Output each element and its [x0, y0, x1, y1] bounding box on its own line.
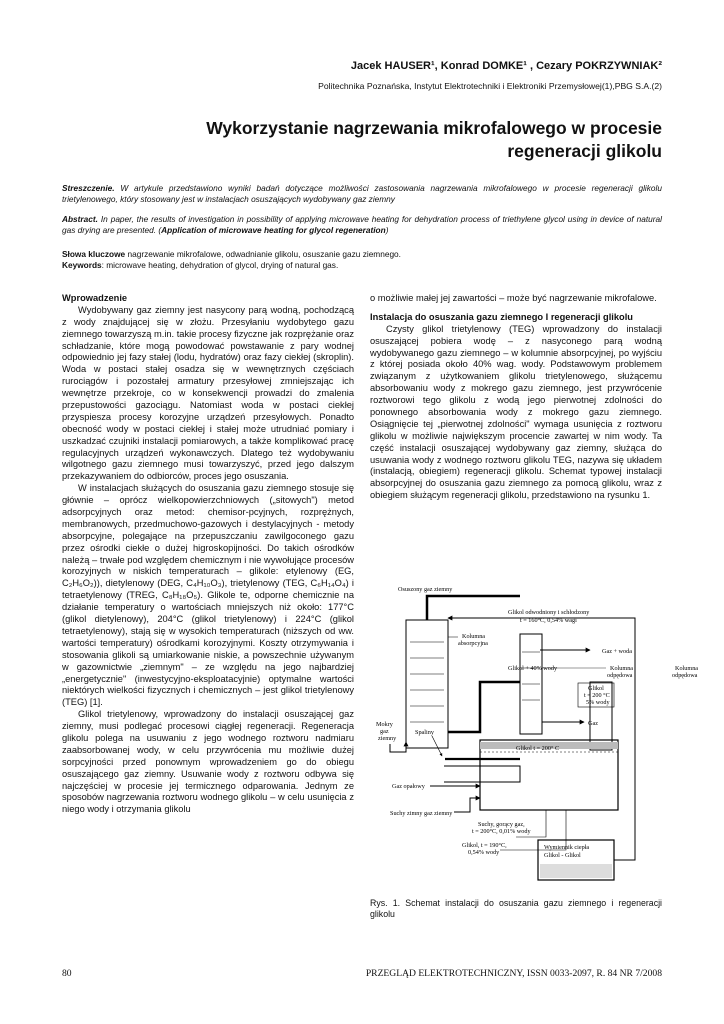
title-line-2: regeneracji glikolu [507, 141, 662, 162]
figure-caption: Rys. 1. Schemat instalacji do osuszania gazu ziemnego i regeneracji glikolu [370, 898, 662, 920]
title-line-1: Wykorzystanie nagrzewania mikrofalowego w procesie [206, 118, 662, 138]
affiliation: Politechnika Poznańska, Instytut Elektrotechniki i Elektroniki Przemysłowej(1),PBG S.A.(2) [318, 81, 662, 91]
label-gas-water: Gaz + woda [602, 648, 632, 655]
schematic-figure [370, 582, 699, 890]
label-stripper-2: odpędowa [672, 672, 698, 679]
page-number: 80 [62, 968, 72, 979]
keywords-pl-label: Słowa kluczowe [62, 249, 126, 259]
left-column [62, 293, 354, 816]
section-heading-installation: Instalacja do osuszania gazu ziemnego I regeneracji glikolu [370, 311, 633, 322]
paragraph: Glikol trietylenowy, wprowadzony do instalacji osuszającej gaz ziemny, musi podlegać procesowi ciągłej regeneracji. Regeneracja glikolu polega na usuwaniu z jego wodnego roztworu nadmiaru zaabsorbowanej wody, w celu przywrócenia mu możliwie dużej sorpcyjności przed ponownym wprowadzeniem go do obiegu osuszającego gaz ziemny. Usuwanie wody z roztworu odbywa się najczęściej w procesie jej termicznego odparowania. Jednym ze sposobów nagrzewania roztworu wodnego glikolu – w celu usunięcia z niego wody i otrzymania glikolu [62, 709, 354, 815]
journal-info: PRZEGLĄD ELEKTROTECHNICZNY, ISSN 0033-2097, R. 84 NR 7/2008 [365, 968, 662, 979]
label-wet-1: Mokry [376, 721, 393, 728]
paragraph: Czysty glikol trietylenowy (TEG) wprowadzony do instalacji osuszającej pobiera wodę – z nasyconego parą wodną wydobywanego gazu ziemnego – w kolumnie absorpcyjnej, po wyjściu z której posiada około 40% wag. wody. Podstawowym problemem związanym z użytkowaniem glikolu trietylenowego, służącemu absorbowaniu wody z mokrego gazu ziemnego, jest przywrócenie roztworowi tego glikolu z wodą jego pierwotnej zdolności do ponownego absorbowania wody z mokrego gazu ziemnego. Osiągnięcie tej „pierwotnej zdolności" wymaga usunięcia z roztworu glikolu w możliwie największym procencie zawartej w nim wody. Ta część instalacji osuszającej wydobywany gaz ziemny, służąca do usuwania wody z wodnego roztworu glikolu TEG, nazywa się układem (instalacją, obiegiem) regeneracji glikolu. Schemat typowej instalacji absorpcyjnej do osuszania gazu ziemnego za pomocą glikolu, wraz z obiegiem służącym regeneracji glikolu, przedstawiono na rysunku 1. [370, 323, 662, 501]
paragraph: Wydobywany gaz ziemny jest nasycony parą wodną, pochodzącą z wody znajdującej się w złożu. Przesyłaniu wydobytego gazu ziemnego towarzyszą m.in. takie procesy fizyczne jak rozprężanie oraz schładzanie, które mogą powodować powstawanie z pary wodnej odpowiednio jej fazy stałej (lodu, hydratów) oraz fazy ciekłej (skroplin). Woda w postaci stałej osadza się w wewnętrznych częściach rurociągów i pozostałej armatury przesyłowej zmniejszając ich wewnętrze przekroje, co w konsekwencji prowadzi do zmalenia przepustowości gazociągu. Natomiast woda w postaci ciekłej przyspiesza procesy korozyjne urządzeń przesyłowych. Ponadto obecność wody w postaci ciekłej i stałej może utrudniać pomiary i uszkadzać czujniki instalacji pomiarowych, a także komplikować pracę regulacyjnych urządzeń wykonawczych. Dlatego też wydobywaniu wilgotnego gazu ziemnego musi towarzyszyć, przed jego dalszym przekazywaniem do odbiorców, proces jego osuszania. [62, 304, 354, 482]
label-glycol-190-1: Glikol, t = 190°C, [462, 842, 507, 849]
label-hot-gas-1: Suchy, gorący gaz, [478, 821, 525, 828]
label-fuel-gas: Gaz opałowy [392, 783, 425, 790]
label-absorber-1: Kolumna [462, 633, 486, 640]
right-column [370, 293, 662, 502]
abstract-en-text: In paper, the results of investigation in possibility of applying microwave heating for dehydration process of triethylene glycol using in device of natural gas drying are presented. ( [62, 214, 662, 236]
fire-tube [444, 766, 520, 782]
keywords-pl [62, 249, 662, 260]
paragraph-continued: o możliwie małej jej zawartości – może być nagrzewanie mikrofalowe. [370, 293, 657, 303]
label-heat-exchanger-2: Glikol - Glikol [544, 852, 581, 859]
label-still-2: odpędowa [607, 672, 633, 679]
label-still-1: Kolumna [610, 665, 634, 672]
keywords-pl-text: nagrzewanie mikrofalowe, odwadnianie glikolu, osuszanie gazu ziemnego. [127, 249, 401, 259]
label-wet-3: ziemny [378, 735, 397, 742]
label-stripper-1: Kolumna [675, 665, 699, 672]
label-wet-2: gaz [380, 728, 389, 735]
abstract-pl-text: W artykule przedstawiono wyniki badań dotyczące możliwości zastosowania nagrzewania mikrofalowego w procesie regeneracji glikolu trietylenowego, który stosowany jest w instalacjach osuszających wydobywany gaz ziemny [62, 183, 662, 205]
abstract-pl [62, 183, 662, 205]
abstract-en-label: Abstract. [62, 214, 98, 224]
authors: Jacek HAUSER¹, Konrad DOMKE¹ , Cezary POKRZYWNIAK² [350, 60, 662, 72]
label-reboiler-1: Glikol [588, 685, 604, 692]
abstract-en-title: Application of microwave heating for glycol regeneration [161, 225, 386, 236]
label-flue: Spaliny [415, 729, 434, 736]
label-glycol-190-2: 0,54% wody [468, 849, 500, 856]
keywords-en-text: : microwave heating, dehydration of glycol, drying of natural gas. [101, 260, 339, 271]
label-heat-exchanger-1: Wymiennik ciepła [544, 844, 590, 851]
paper-title [142, 117, 662, 163]
paragraph: W instalacjach służących do osuszania gazu ziemnego stosuje się głównie – oprócz wielkopowierzchniowych („sitowych") metod adsorpcyjnych oraz metod: chemisor-pcyjnych, rozprężnych, membranowych, przedmuchowo-gazowych i destylacyjnych - metody absorpcyjne, polegające na przepuszczaniu zawilgoconego gazu przez ośrodki ciekłe o dużej higroskopijności. Do takich ośrodków należą – trwałe pod względem chemicznym i nie wywołujące procesów korozyjnych w niskich temperaturach – glikole: etylenowy (EG, C₂H₆O₂)), dietylenowy (DEG, C₄H₁₀O₃), trietylenowy (TEG, C₆H₁₄O₄) i tetraetylenowy (TREG, C₈H₁₈O₅). Glikole te, odporne chemicznie na działanie temperatury o wartościach mniejszych niż około: 177°C (glikol dietylenowy), 204°C (glikol trietylenowy) i 224°C (glikol tetraetylenowy), stają się w wysokich temperaturach (niższych od ww. wartości temperatury) ośrodkami korozyjnymi. Koszty otrzymywania i stosowania glikoli są umiarkowanie niskie, a powszechnie używanym w gazownictwie „ziemnym" – ze względu na jego najbardziej „energetycznie" (inwestycyjno-eksploatacyjnie) optymalne wartości niektórych wielkości fizycznych i chemicznych – jest glikol trietylenowy (TEG) [1]. [62, 483, 354, 708]
wet-gas-line [390, 742, 406, 752]
keywords [62, 249, 662, 271]
keywords-en [62, 260, 662, 271]
label-rich-glycol: Glikol + 40% wody [508, 665, 558, 672]
label-dry-gas: Osuszony gaz ziemny [398, 586, 453, 593]
section-heading-intro: Wprowadzenie [62, 293, 128, 303]
abstract-en [62, 214, 662, 236]
label-glycol-200: Glikol t = 200° C [516, 745, 560, 752]
label-hot-gas-2: t = 200°C, 0,01% wody [472, 828, 531, 835]
label-reboiler-2: t = 200 °C [584, 692, 610, 699]
label-reboiler-3: 5% wody [586, 699, 610, 706]
label-lean-glycol-1: Glikol odwodniony i schłodzony [508, 609, 590, 616]
abstract-pl-label: Streszczenie. [62, 183, 115, 193]
label-gas: Gaz [588, 720, 598, 727]
label-dry-stripping-gas: Suchy zimny gaz ziemny [390, 810, 453, 817]
rich-glycol-line [448, 682, 520, 732]
label-absorber-2: absorpcyjna [458, 640, 488, 647]
dry-gas-line [427, 596, 520, 620]
label-lean-glycol-2: t = 160°C, 0,54% wagi [520, 617, 577, 624]
keywords-en-label: Keywords [62, 260, 102, 271]
abstract-en-close: ) [385, 225, 389, 236]
